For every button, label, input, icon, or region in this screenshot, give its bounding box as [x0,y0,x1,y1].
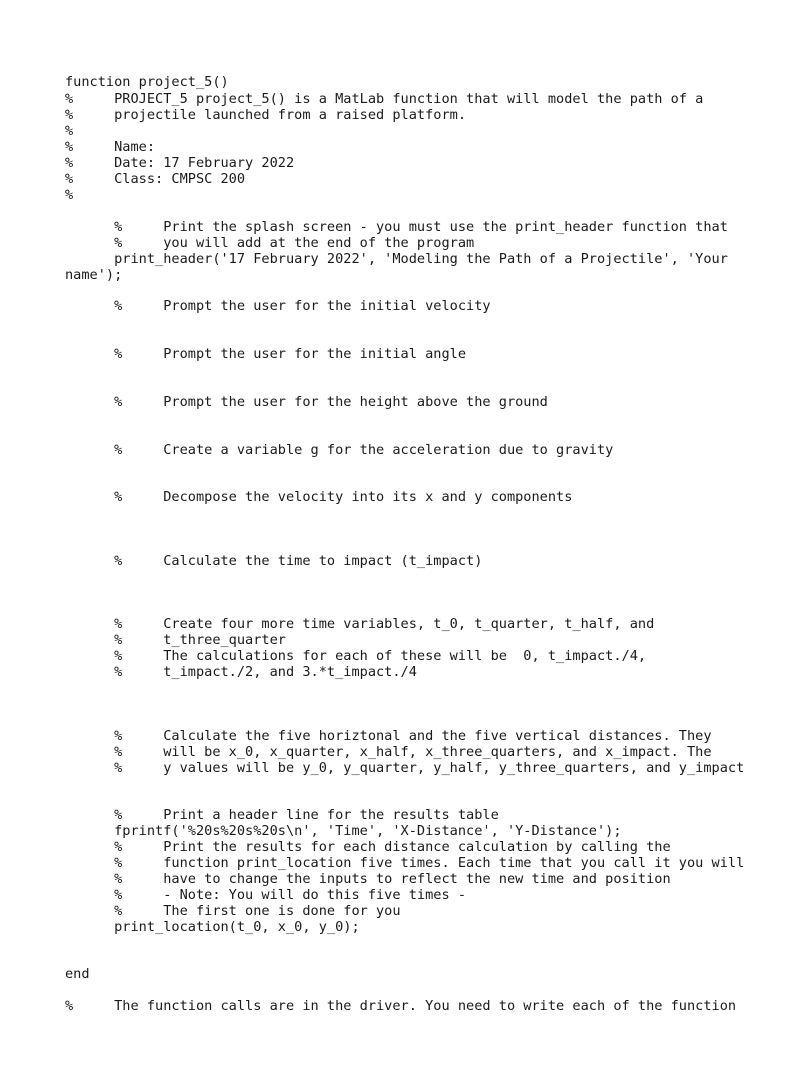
code-line-comment: % Prompt the user for the initial angle [65,346,467,362]
code-line-comment: % Class: CMPSC 200 [65,171,246,187]
code-line-comment: % - Note: You will do this five times - [65,887,467,903]
code-line-comment: % will be x_0, x_quarter, x_half, x_three_quarters, and x_impact. The [65,744,712,760]
code-line-comment: % t_impact./2, and 3.*t_impact./4 [65,664,417,680]
code-line-comment: % you will add at the end of the program [65,235,475,251]
code-line-comment: % [65,123,74,139]
code-line-comment: % Print the splash screen - you must use the print_header function that [65,219,728,235]
code-line-comment: % Calculate the time to impact (t_impact) [65,553,483,569]
code-line-comment: % Calculate the five horiztonal and the five vertical distances. They [65,728,712,744]
code-line-comment: % have to change the inputs to reflect the new time and position [65,871,671,887]
code-line-comment: % projectile launched from a raised platform. [65,107,467,123]
code-line-comment: % Prompt the user for the initial velocity [65,298,491,314]
code-line-comment: % Decompose the velocity into its x and y components [65,489,573,505]
code-line-comment: % Create a variable g for the acceleration due to gravity [65,442,614,458]
code-line-comment: % function print_location five times. Each time that you call it you will [65,855,745,871]
code-line-statement: fprintf('%20s%20s%20s\n', 'Time', 'X-Distance', 'Y-Distance'); [65,823,622,839]
code-line-comment: % The calculations for each of these will be 0, t_impact./4, [65,648,647,664]
code-line-comment: % Prompt the user for the height above the ground [65,394,548,410]
code-line-comment: % Name: [65,139,156,155]
code-line-statement: name'); [65,267,123,283]
code-line-comment: % Date: 17 February 2022 [65,155,295,171]
code-line-comment: % Create four more time variables, t_0, t_quarter, t_half, and [65,616,655,632]
code-line-comment: % The function calls are in the driver. You need to write each of the function [65,998,737,1014]
code-line-statement: print_header('17 February 2022', 'Modeling the Path of a Projectile', 'Your [65,251,728,267]
code-line-comment: % [65,187,74,203]
code-line-function-signature: function project_5() [65,74,229,90]
code-line-comment: % Print a header line for the results table [65,807,499,823]
code-line-comment: % y values will be y_0, y_quarter, y_half, y_three_quarters, and y_impact [65,760,745,776]
code-line-end: end [65,966,90,982]
code-line-comment: % PROJECT_5 project_5() is a MatLab function that will model the path of a [65,91,704,107]
code-line-statement: print_location(t_0, x_0, y_0); [65,919,360,935]
code-line-comment: % t_three_quarter [65,632,286,648]
code-line-comment: % Print the results for each distance calculation by calling the [65,839,671,855]
code-line-comment: % The first one is done for you [65,903,401,919]
